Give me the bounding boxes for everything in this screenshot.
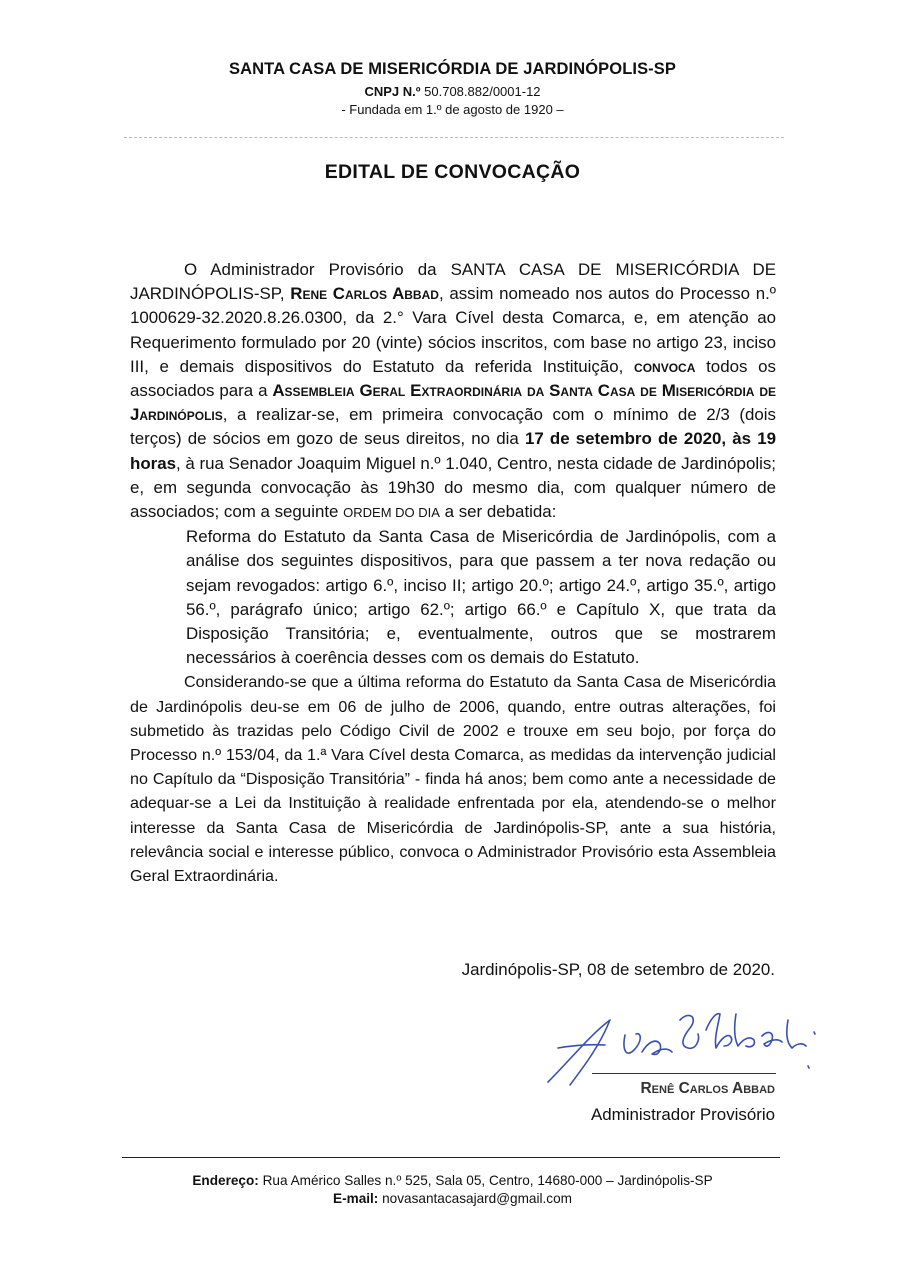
address-label: Endereço: — [192, 1173, 259, 1188]
address-text: Rua Américo Salles n.º 525, Sala 05, Centro, 14680-000 – Jardinópolis-SP — [258, 1173, 713, 1188]
assembly-name: Assembleia Geral Extraordinária da Santa Casa de Misericórdia de Jardinópolis — [130, 381, 777, 425]
meeting-datetime: 17 de setembro de 2020, às 19 horas — [130, 429, 776, 473]
signer-name: Renê Carlos Abbad — [640, 1080, 775, 1097]
text-run: , à rua Senador Joaquim Miguel n.º 1.040, Centro, nesta cidade de Jardinópolis; e, em segunda convocação às 19h30 do mesmo dia, com qualquer número de associados; com a seguinte — [130, 453, 776, 522]
cnpj-line — [0, 84, 905, 99]
cnpj-label: CNPJ N.º — [364, 84, 421, 99]
document-title: EDITAL DE CONVOCAÇÃO — [324, 161, 581, 183]
place-date: Jardinópolis-SP, 08 de setembro de 2020. — [461, 960, 775, 979]
cnpj-value: 50.708.882/0001-12 — [424, 84, 541, 99]
administrator-name: Rene Carlos Abbad — [290, 284, 439, 304]
text-run: , assim nomeado nos autos do Processo n.º 1000629-32.2020.8.26.0300, da 2.° Vara Cível desta Comarca, e, em atenção ao Requerimento formulado por 20 (vinte) sócios inscritos, com base no artigo 23, inciso III, e demais dispositivos do Estatuto da referida Instituição, — [130, 284, 776, 376]
footer — [0, 1172, 905, 1208]
considerations-paragraph: Considerando-se que a última reforma do Estatuto da Santa Casa de Misericórdia de Jardinópolis deu-se em 06 de julho de 2006, quando, entre outras alterações, foi submetido às trazidas pelo Código Civil de 2002 e trouxe em seu bojo, por força do Processo n.º 153/04, da 1.ª Vara Cível desta Comarca, as medidas da intervenção judicial no Capítulo da “Disposição Transitória” - finda há anos; bem como ante a necessidade de adequar-se a Lei da Instituição à realidade enfrentada por ela, atendendo-se o melhor interesse da Santa Casa de Misericórdia de Jardinópolis-SP, ante a sua história, relevância social e interesse público, convoca o Administrador Provisório esta Assembleia Geral Extraordinária. — [130, 673, 776, 886]
text-run: todos os associados para a — [130, 356, 777, 401]
founded-line: - Fundada em 1.º de agosto de 1920 – — [341, 102, 564, 117]
institution-name: SANTA CASA DE MISERICÓRDIA DE JARDINÓPOLIS-SP — [229, 60, 676, 78]
document-body — [130, 258, 776, 888]
email-address: novasantacasajard@gmail.com — [378, 1191, 572, 1206]
order-of-day-label: ORDEM DO DIA — [343, 505, 440, 521]
handwritten-signature — [530, 990, 830, 1090]
footer-divider — [122, 1157, 780, 1158]
signer-role: Administrador Provisório — [591, 1105, 775, 1124]
text-run: , a realizar-se, em primeira convocação com o mínimo de 2/3 (dois terços) de sócios em gozo de seus direitos, no dia — [130, 405, 776, 449]
agenda-block: Reforma do Estatuto da Santa Casa de Misericórdia de Jardinópolis, com a análise dos seguintes dispositivos, para que passem a ter nova redação ou sejam revogados: artigo 6.º, inciso II; artigo 20.º; artigo 24.º, artigo 35.º, artigo 56.º, parágrafo único; artigo 62.º; artigo 66.º e Capítulo X, que trata da Disposição Transitória; e, eventualmente, outros que se mostrarem necessários à coerência desses com os demais do Estatuto. — [186, 527, 776, 668]
email-line — [0, 1190, 905, 1208]
letterhead — [0, 60, 905, 117]
text-run: O Administrador Provisório da SANTA CASA DE MISERICÓRDIA DE JARDINÓPOLIS-SP, — [130, 260, 776, 304]
convocation-paragraph — [130, 258, 776, 525]
email-label: E-mail: — [333, 1191, 379, 1206]
convoca-word: convoca — [634, 356, 696, 376]
signature-line — [592, 1073, 776, 1074]
text-run: a ser debatida: — [439, 502, 557, 522]
address-line — [0, 1172, 905, 1190]
header-divider — [124, 137, 784, 138]
